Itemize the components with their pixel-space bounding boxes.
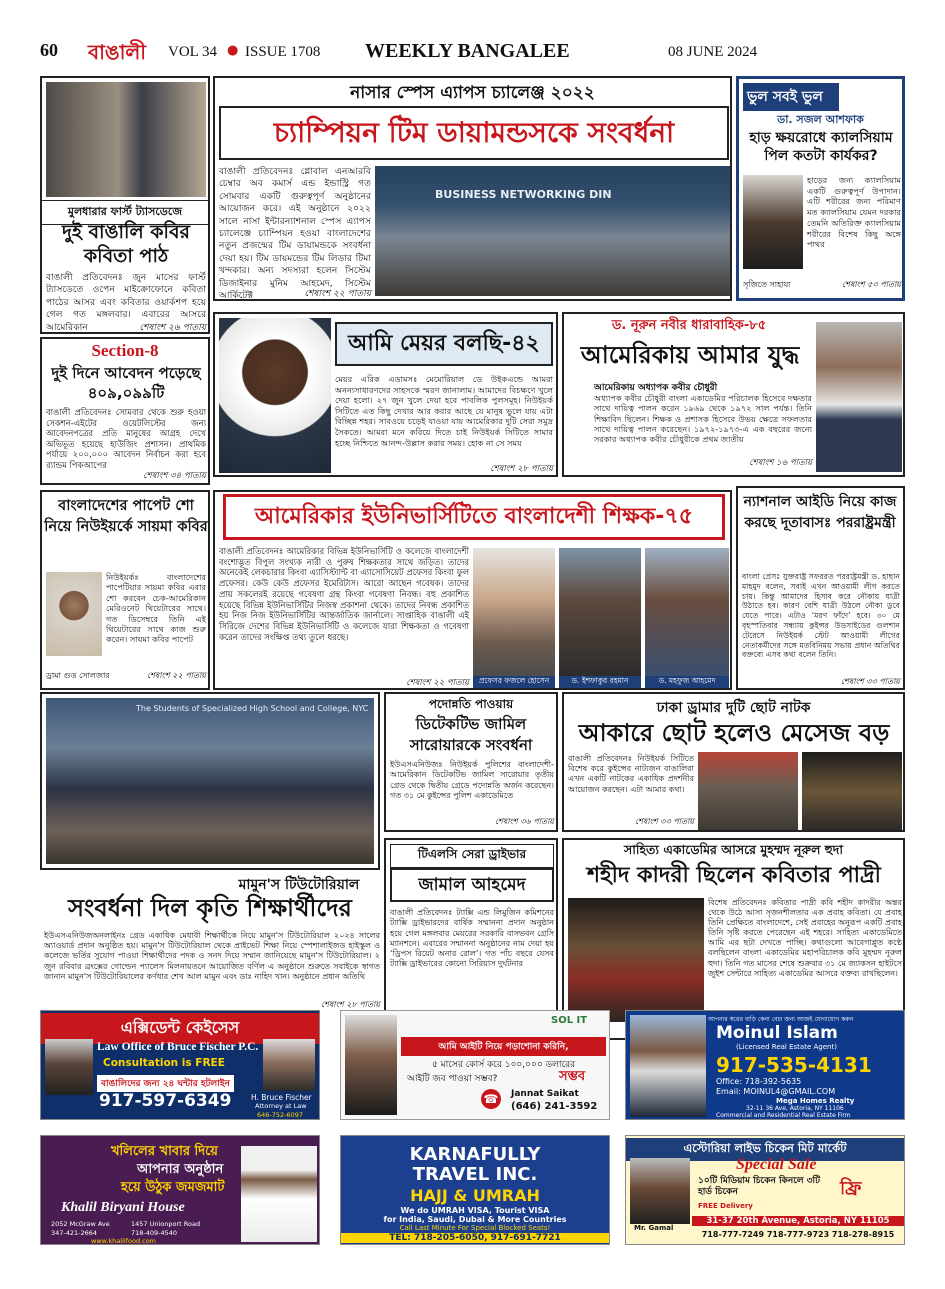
address-2: 1457 Unionport Road [131, 1220, 201, 1228]
address-1: 2052 McGraw Ave [51, 1220, 110, 1228]
ad-line-4: We do UMRAH VISA, Tourist VISA [400, 1206, 550, 1215]
manager-name: Mr. Gamal [634, 1224, 674, 1232]
volume: VOL 34 [168, 44, 218, 60]
story-continued: শেষাংশ ৩৩ পাতায় [840, 677, 900, 686]
story-headline: শহীদ কাদরী ছিলেন কবিতার পাদ্রী [587, 863, 881, 888]
mayor-photo [219, 318, 331, 473]
story-body: নিউইয়র্কঃ বাংলাদেশের পাপেটিয়ার সায়মা কবির এবার শো করবেন চেক-আমেরিকান মেরিওনেট থিয়েটারের সাথে। গত ডিসেম্বরে তিনি এই থিয়েটারের সাথে কাজ শুরু করেন। সায়মা কবির পাপেট [106, 572, 206, 645]
story-headline: দুই বাঙালি কবির কবিতা পাঠ [62, 221, 190, 267]
firm-name: Law Office of Bruce Fischer P.C. [97, 1041, 259, 1053]
story-body: বাঙালী প্রতিবেদনঃ সোমবার থেকে শুরু হওয়া সেকশন-এইটের ওয়েটলিস্টের জন্য আবেদনপত্রের প্রতি মানুষের আগ্রহ দেখে অভিভূত হয়েছে হাউজিং প্রশাসন। প্রাথমিক পর্যায়ে ২০০,০০০ আবেদন নির্বাচন করা হবে র‍্যান্ডম পিকআপের [46, 407, 206, 470]
story-kicker: সাহিত্য একাডেমির আসরে মুহম্মদ নূরুল হুদা [624, 842, 843, 857]
puppeteer-photo [46, 572, 102, 656]
photo-caption: সৃজিতে সাহায্য [743, 280, 791, 289]
bhul-column [736, 76, 905, 301]
company-address: 32-11 36 Ave, Astoria, NY 11106 [746, 1105, 844, 1112]
story-body: বাঙালী প্রতিবেদনঃ নিউইয়র্ক সিটিতে বিশেষ করে কুইন্সের নাট্যজন বাঙালিরা এখন একটি নাটকের একাধিক প্রদর্শনীর আয়োজন করছেন। এটা আমার কথা। [568, 754, 694, 794]
story-headline: ডিটেকটিভ জামিল সারোয়ারকে সংবর্ধনা [409, 715, 533, 754]
ad-line-3: আইটি জব পাওয়া সম্ভব? [407, 1074, 498, 1084]
mamun-photo-box [40, 692, 380, 870]
story-continued: শেষাংশ ২২ পাতায় [304, 289, 371, 299]
ad-phone[interactable]: 917-597-6349 [99, 1091, 232, 1111]
story-kicker: মামুন'স টিউটোরিয়াল [238, 877, 360, 893]
ad-line-1: খলিলের খাবার দিয়ে [111, 1144, 218, 1159]
ad-line-1: KARNAFULLY [409, 1144, 541, 1165]
detective-story [384, 692, 558, 832]
astoria-ad[interactable] [625, 1135, 905, 1245]
drama-photo-2 [802, 752, 902, 830]
professor-photo-2 [559, 548, 641, 676]
story-body: বাঙালী প্রতিবেদনঃ আমেরিকার বিভিন্ন ইউনিভার্সিটি ও কলেজে বাংলাদেশী বংশোদ্ভূত বিপুল সংখ্যক নারী ও পুরুষ শিক্ষকতার সাথে জড়িত। তাদের অনেকেই লেকচারার কিংবা এ্যাসিস্ট্যান্ট বা এ্যাসোসিয়েট প্রফেসর কিংবা ফুল প্রফেসর। কেউ কেউ প্রফেসর ইমেরিটাস। আরো আছেন গবেষক। তাদের প্রায় সকলেরই রয়েছে গবেষণা গ্রন্থ কিংবা গবেষণা নিবন্ধ। বহু প্রকাশিত হয়েছে বিভিন্ন ইউনিভার্সিটির নিজস্ব প্রকাশনা থেকে। তাদের নিবন্ধ প্রকাশিত হয় নিজ নিজ ইউনিভার্সিটির আন্তর্জাতিক জার্নালে। সাপ্তাহিক বাঙালী এই সিরিজে দেশের বিভিন্ন ইউনিভার্সিটি ও কলেজে যারা শিক্ষকতা ও গবেষণা করেন তাদের সংক্ষিপ্ত তথ্য তুলে ধরছে। [219, 546, 469, 642]
story-body: বাংলা প্রেসঃ যুক্তরাষ্ট্র সফররত পররাষ্ট্রমন্ত্রী ড. হাছান মাহমুদ বলেন, সবাই এখন আওয়ামী লীগ করতে চায়। কিন্তু আমাদের হিসাব করে নৌকায় যাত্রী উঠাতে হব। কারণ বেশি যাত্রী উঠলে নৌকা ডুবে যেতে পারে। এটাও ‘মরণ ফাঁদে’ হবে। ৩০ মে বৃহস্পতিবার সন্ধ্যায় কুইন্সর উডসাইডের গুলশান টেরেসে নিউইয়র্ক স্টেট আওয়ামী লীগের নেতাকর্মীদের সঙ্গে মতবিনিময় সভায় প্রধান অতিথির বক্তব্যে এসব কথা বলেন তিনি। [742, 572, 900, 660]
column-body: হাড়ের জন্য ক্যালসিয়াম একটি গুরুত্বপূর্ণ উপাদান। এটি শরীরের জন্য পরিমাণ মত ক্যালসিয়াম যেমন দরকার তেমনি অতিরিক্ত ক্যালসিয়াম শরীরের বিশেষ কিছু অঙ্গে পাথর [807, 175, 901, 250]
ad-phone[interactable]: 718-777-7249 718-777-9723 718-278-8915 [701, 1230, 895, 1239]
ad-line-5: for India, Saudi, Dubai & More Countries [383, 1215, 567, 1224]
column-author: ডা. সজল আশফাক [777, 113, 864, 126]
nid-story [736, 486, 905, 690]
ad-line-2: TRAVEL INC. [412, 1164, 538, 1185]
solit-ad[interactable] [340, 1010, 610, 1120]
offer-text: ১০টি মিডিয়াম চিকেন কিনলে ৩টি হার্ড চিকেন [698, 1176, 820, 1197]
company-services: Commercial and Residential Real Estate Firm [716, 1112, 851, 1119]
column-continued: শেষাংশ ২৮ পাতায় [490, 464, 553, 474]
attorney-role: Attorney at Law [255, 1102, 307, 1110]
lawyer-photo [45, 1039, 93, 1095]
ad-line-3: HAJJ & UMRAH [410, 1186, 540, 1205]
bullet-icon: ● [227, 43, 239, 58]
story-continued: শেষাংশ ৩৩ পাতায় [634, 817, 694, 826]
nurun-column [562, 312, 905, 477]
story-headline: আকারে ছোট হলেও মেসেজ বড় [578, 719, 890, 747]
phone-icon: ☎ [481, 1089, 501, 1109]
section8-story [40, 337, 210, 485]
mooladhara-story [40, 76, 210, 334]
story-continued: শেষাংশ ৩৬ পাতায় [494, 817, 554, 826]
poets-photo [46, 82, 206, 197]
phone-2: 718-409-4540 [131, 1229, 178, 1237]
story-kicker: টিএলসি সেরা ড্রাইভার [390, 844, 554, 868]
ad-line-1: আমি আইটি নিয়ে পড়াশোনা করিনি, [401, 1037, 606, 1056]
story-body: ইউএসএনিউজঅনলাইনঃ গ্রেড একাধিক মেধাবী শিক্ষার্থীকে নিয়ে মামুন'স টিউটোরিয়াল ২০২৪ সালের অ্যাওয়ার্ড প্রদান অনুষ্ঠিত হয়। মামুন'স টিউটোরিয়াল থেকে প্রাইভেট শিক্ষা নিয়ে স্পেশালাইজড হাইস্কুল ও কলেজে ভর্তির সুযোগ পাওয়া শিক্ষার্থীদের পদক ও সনদ দিয়ে সম্মান জানিয়েছে মামুন'স টিউটোরিয়াল। ২ জুন রবিবার ব্রংক্সের গোল্ডেন প্যালেস মিলনায়তনে আয়োজিত বর্ণিল এ অনুষ্ঠানে শুরুতে সবাইকে স্বাগত জানান মামুন'স টিউটোরিয়ালের কর্ণধার শেখ আল মামুন এবং ডাঃ নাহিদ খান। অনুষ্ঠানে প্রধান অতিথি [44, 931, 380, 981]
office-phone: Office: 718-392-5635 [716, 1077, 802, 1086]
award-photo [46, 698, 374, 864]
manager-photo [630, 1158, 690, 1224]
masthead-logo: বাঙালী [88, 40, 147, 64]
banner-text: BUSINESS NETWORKING DIN [435, 188, 612, 201]
brand-name: SOL IT [551, 1015, 588, 1026]
photo-caption: ড্রামা গুড সোলজার [46, 671, 110, 680]
agent-role: (Licensed Real Estate Agent) [736, 1043, 837, 1051]
paper-name: WEEKLY BANGALEE [365, 40, 570, 62]
column-headline: হাড় ক্ষয়রোধে ক্যালসিয়াম পিল কতটা কার্যকর? [749, 130, 893, 164]
portrait-caption-3: ড. মহফুজ আহমেদ [645, 676, 729, 688]
ad-tagline: আপনার স্বপ্নের বাড়ি কেনা বেচা জন্য আজই যোগাযোগ করুন [708, 1016, 854, 1023]
phone-1: 347-421-2664 [51, 1229, 98, 1237]
story-continued: শেষাংশ ২৮ পাতায় [320, 1000, 380, 1009]
attorney-name: H. Bruce Fischer [251, 1093, 312, 1102]
story-headline: দুই দিনে আবেদন পড়েছে ৪০৯,০৯৯টি [51, 364, 201, 402]
nasa-story [213, 76, 732, 301]
drama-photo-1 [698, 752, 798, 830]
karnafully-ad[interactable] [340, 1135, 610, 1245]
story-headline: চ্যাম্পিয়ন টিম ডায়ামন্ডসকে সংবর্ধনা [219, 106, 729, 160]
story-kicker: মুলধারার ফার্স্ট ট্যাসডেজে [42, 200, 208, 225]
page-number: 60 [40, 40, 58, 60]
ad-phone[interactable]: TEL: 718-205-6050, 917-691-7721 [341, 1233, 609, 1243]
chef-photo [241, 1146, 317, 1242]
ad-address: 31-37 20th Avenue, Astoria, NY 11105 [692, 1216, 904, 1226]
story-kicker: Section-8 [91, 341, 159, 360]
contact-name: Jannat Saikat [511, 1089, 579, 1099]
banner-text: The Students of Specialized High School and College, NYC [136, 704, 369, 713]
ad-title: এক্সিডেন্ট কেইসেস [41, 1013, 319, 1044]
story-continued: শেষাংশ ৩৪ পাতায় [143, 471, 206, 481]
story-body: বিশেষ প্রতিবেদনঃ কবিতার পাদ্রী কবি শহীদ কাদরীর অন্তর থেকে উঠে আসা সৃজনশীলতার এক প্রবাহ কবিতা। যে প্রবাহ তিনি প্রেক্ষিতে বাংলাদেশে, সেই প্রবাহের অনুরূপ একটি প্রবাহ তিনি সৃষ্টি করতে পেরেছেন এই শহরে। সাহিত্য একাডেমিতে আমি এর ছটা দেখতে পাচ্ছি। কথাগুলো আবেগাপ্লুত কণ্ঠে বলছিলেন বাংলা একাডেমির মহাপরিচালক কবি মুহম্মদ নূরুল হুদা। তিনি গত মাসের শেষে শুক্রবার ৩১ মে জ্যাকসন হাইটসে জুইশ সেন্টারে সাহিত্য একাডেমির আসরে বক্তব্য রাখছিলেন। [708, 898, 902, 978]
ad-phone[interactable]: (646) 241-3592 [511, 1101, 598, 1112]
agent-name: Moinul Islam [716, 1023, 838, 1043]
story-headline: ন্যাশনাল আইডি নিয়ে কাজ করছে দূতাবাসঃ পররাষ্ট্রমন্ত্রী [743, 494, 897, 531]
company-name: Mega Homes Realty [776, 1097, 855, 1105]
column-byline: আমেরিকায় অধ্যাপক কবীর চৌধুরী [594, 383, 718, 393]
consult-free: Consultation is FREE [103, 1057, 225, 1069]
story-kicker: নাসার স্পেস এ্যাপস চ্যালেঞ্জ ২০২২ [350, 83, 595, 103]
attorney-photo [263, 1039, 315, 1091]
ad-line-3: হয়ে উঠুক জমজমাট [121, 1180, 225, 1195]
story-headline: বাংলাদেশের পাপেট শো নিয়ে নিউইয়র্কে সায়মা কবির [44, 498, 208, 535]
story-body: ইউএসএনিউজঃ নিউইয়র্ক পুলিশের বাংলাদেশী-আমেরিকান ডিটেকটিভ জামিল সারোয়ার তৃতীয় গ্রেড থেকে দ্বিতীয় গ্রেডে পদোন্নতি অর্জন করেছেন। গত ৩১ মে কুইন্সের পুলিশ একাডেমিতে [390, 760, 554, 800]
story-headline: আমেরিকার ইউনিভার্সিটিতে বাংলাদেশী শিক্ষক-৭৫ [223, 494, 725, 540]
story-body: বাঙালী প্রতিবেদনঃ গ্লোবাল এনআরবি চেম্বার অব কমার্স এন্ড ইন্ডাস্ট্রি গত সোমবার একটি গুরুত্বপূর্ণ অনুষ্ঠানের আয়োজন করে। এই অনুষ্ঠানে ২০২২ সালে নাসা ইন্টারন্যাশনাল স্পেস এ্যাপস চ্যালেঞ্জে চ্যাম্পিয়ন হওয়া বাংলাদেশের নতুন প্রজন্মের টিম ডায়ামন্ডকে সংবর্ধনা দেয়া হয়। টিম ডায়মন্ডের টিম লিডার টিমা খন্দকার। অন্য সদস্যরা হলেন সিস্টেম ডিজাইনার মুনিম আহমেদ, সিস্টেম আর্কিটেক্ট [219, 166, 371, 302]
column-headline: আমেরিকায় আমার যুদ্ধ [580, 341, 800, 369]
story-continued: শেষাংশ ২২ পাতায় [146, 671, 206, 680]
ad-line-2: ৫ মাসের কোর্স করে ১০০,০০০ ডলারের [431, 1060, 576, 1070]
author-photo [743, 175, 803, 269]
ad-title: এস্টোরিয়া লাইভ চিকেন মিট মার্কেট [626, 1138, 904, 1161]
column-headline: আমি মেয়র বলছি-৪২ [335, 322, 553, 366]
nasa-group-photo [375, 166, 730, 296]
column-kicker: ড. নূরুন নবীর ধারাবাহিক-৮৫ [611, 318, 767, 333]
author-photo [816, 322, 902, 472]
story-headline: সংবর্ধনা দিল কৃতি শিক্ষার্থীদের [68, 894, 352, 922]
moinul-ad[interactable] [625, 1010, 905, 1120]
portrait-caption-2: ড. ইশফাকুর রহমান [559, 676, 641, 688]
drama-story [562, 692, 905, 832]
column-kicker: ভুল সবই ভুল [743, 83, 839, 111]
professor-photo-3 [645, 548, 729, 676]
university-story [213, 490, 732, 690]
agent-photo [630, 1015, 706, 1117]
brand-name: Khalil Biryani House [61, 1200, 185, 1215]
column-body: মেয়র এরিক এডামসঃ মেমোরিয়াল ডে উইকএন্ডে আমরা অনন্যসাধারণদের সাহসকে স্মরণ জানালাম। আমাদের বিচক্ষণে খুলে দেয়া হলো। ২৭ জুন খুলে দেয়া হবে পাবলিক পুলসমূহ। নিউইয়র্ক সিটিতে এত কিছু দেখার আর করার আছে যে মানুষ ভুলে যায় এটা বিচ্ছিন্ন শহর। সাবওয়ে চড়েই যাওয়া যায় আমেরিকার দুটি সেরা সমুদ্র সৈকতে। আমরা মনে করিয়ে দিতে চাই নিউইয়র্ক সিটিতে সামার হচ্ছে নিশ্চিতে আনন্দ-উল্লাস করার সময়। হোক না সে সময় [335, 374, 553, 448]
masthead [40, 38, 920, 68]
offer-free: ফ্রি [840, 1178, 862, 1199]
column-continued: শেষাংশ ১৬ পাতায় [749, 458, 812, 468]
agent-email[interactable]: Email: MOINUL4@GMAIL.COM [716, 1087, 836, 1096]
accident-ad[interactable] [40, 1010, 320, 1120]
story-headline: জামাল আহমেদ [390, 868, 554, 902]
story-kicker: পদোন্নতি পাওয়ায় [428, 697, 514, 711]
issue: ISSUE 1708 [245, 44, 321, 60]
story-body: বাঙালী প্রতিবেদনঃ ট্যাক্সি এন্ড লিমুজিন কমিশনের ট্যাক্সি ড্রাইভারদের বার্ষিক সম্মাননা প্রদান অনুষ্ঠান হয়ে গেল মঙ্গলবার মেয়রের সরকারি বাসভবন গ্রেসি ম্যানশনে। এবারের সম্মাননা অনুষ্ঠানের নাম দেয়া হয় ‘ড্রিপস রিয়েট অনার রোল’। গত পাঁচ বছরে যেসব ট্যাক্সি ড্রাইভারের কোনো সিরিয়াস দুর্ঘটনার [390, 908, 554, 969]
ad-phone[interactable]: 917-535-4131 [716, 1053, 872, 1077]
trainer-photo [345, 1015, 397, 1115]
khalil-ad[interactable] [40, 1135, 320, 1245]
poet-photo [568, 898, 704, 1022]
ad-answer: সম্ভব [559, 1069, 586, 1084]
mayor-column [213, 312, 558, 477]
sale-label: Special Sale [736, 1156, 817, 1173]
story-body: বাঙালী প্রতিবেদনঃ জুন মাসের ফার্স্ট ট্যাসডেতে ওপেন মাইক্রোফোনে কবিতা পাঠের আসর এবং কবিতার ওয়ার্কশপ হয়ে গেল গত মঙ্গলবার। এবারের আসরে আমেরিকান [46, 272, 206, 333]
attorney-phone: 646-752-6097 [257, 1111, 304, 1119]
delivery: FREE Delivery [698, 1202, 753, 1210]
ad-line-6: Call Last Minute For Special Blocked Seats! [399, 1224, 551, 1232]
paapet-story [40, 490, 210, 690]
story-continued: শেষাংশ ২৬ পাতায় [139, 323, 206, 333]
professor-photo-1 [473, 548, 555, 676]
column-body: অধ্যাপক কবীর চৌধুরী বাংলা একাডেমির পরিচালক হিসেবে দক্ষতার সাথে দায়িত্ব পালন করেন ১৯৬৯ থেকে ১৯৭২ সাল পর্যন্ত। তিনি শিক্ষাবিদ ছিলেন। শিক্ষক ও প্রশাসক হিসেবে উভয় ক্ষেত্রে সফলতার সাথে দায়িত্ব পালন করেছেন। ১৯৭২-১৯৭৩-এ এক বছরের জন্যে সরকার অধ্যাপক কবীর চৌধুরীকে প্রথম জাতীয় [594, 393, 812, 445]
story-continued: শেষাংশ ২২ পাতায় [406, 678, 469, 688]
ad-website[interactable]: www.khalilfood.com [91, 1237, 157, 1245]
story-kicker: ঢাকা ড্রামার দুটি ছোট নাটক [656, 700, 811, 716]
portrait-caption-1: প্রফেসর ফজলে হোসেন [473, 676, 555, 688]
ad-line-2: আপনার অনুষ্ঠান [137, 1162, 224, 1177]
issue-date: 08 JUNE 2024 [668, 44, 758, 60]
helpline: বাঙালিদের জন্য ২৪ ঘন্টার হটলাইন [97, 1075, 234, 1092]
column-continued: শেষাংশ ৫৩ পাতায় [841, 280, 901, 289]
